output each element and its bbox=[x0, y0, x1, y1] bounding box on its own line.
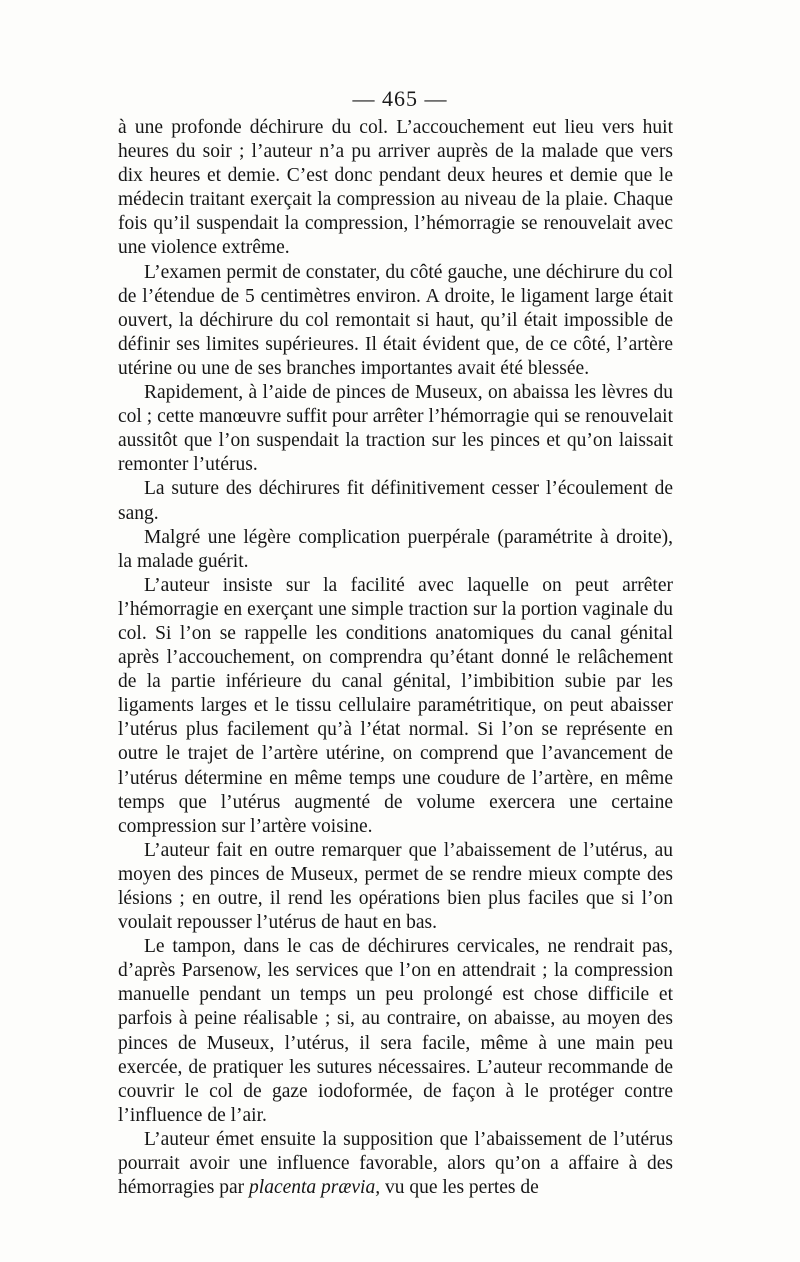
paragraph-7: L’auteur fait en outre remarquer que l’abaissement de l’utérus, au moyen des pinces de Museux, permet de se rendre mieux compte des lésions ; en outre, il rend les opérations bien plus faciles que si l’on voulait repousser l’utérus de haut en bas. bbox=[118, 839, 673, 934]
paragraph-2: L’examen permit de constater, du côté gauche, une déchirure du col de l’étendue de 5 centimètres environ. A droite, le ligament large était ouvert, la déchirure du col remontait si haut, qu’il était impossible de définir ses limites supérieures. Il était évident que, de ce côté, l’artère utérine ou une de ses branches importantes avait été blessée. bbox=[118, 261, 673, 379]
italic-term: placenta prævia, bbox=[249, 1177, 381, 1199]
paragraph-1: à une profonde déchirure du col. L’accouchement eut lieu vers huit heures du soir ; l’auteur n’a pu arriver auprès de la malade que vers dix heures et demie. C’est donc pendant deux heures et demie que le médecin traitant exerçait la compression au niveau de la plaie. Chaque fois qu’il suspendait la compression, l’hémorragie se renouvelait avec une violence extrême. bbox=[118, 117, 673, 259]
paragraph-3: Rapidement, à l’aide de pinces de Museux, on abaissa les lèvres du col ; cette manœuvre suffit pour arrêter l’hémorragie qui se renouvelait aussitôt que l’on suspendait la traction sur les pinces et qu’on laissait remonter l’utérus. bbox=[118, 382, 673, 476]
paragraph-9-start: L’auteur émet ensuite la supposition que l’abaissement de l’utérus pourrait avoir une influence favorable, alors qu’on a affaire à des hémorragies par bbox=[118, 1128, 673, 1199]
paragraph-8: Le tampon, dans le cas de déchirures cervicales, ne rendrait pas, d’après Parsenow, les services que l’on en attendrait ; la compression manuelle pendant un temps un peu prolongé est chose difficile et parfois à peine réalisable ; si, au contraire, on abaisse, au moyen des pinces de Museux, l’utérus, il sera facile, même à une main peu exercée, de pratiquer les sutures nécessaires. L’auteur recommande de couvrir le col de gaze iodoformée, de façon à le protéger contre l’influence de l’air. bbox=[118, 936, 673, 1126]
paragraph-9 bbox=[118, 1128, 673, 1200]
paragraph-9-end: vu que les pertes de bbox=[380, 1177, 539, 1199]
paragraph-4: La suture des déchirures fit définitivement cesser l’écoulement de sang. bbox=[118, 478, 673, 524]
body-text bbox=[118, 116, 673, 1200]
paragraph-6: L’auteur insiste sur la facilité avec laquelle on peut arrêter l’hémorragie en exerçant une simple traction sur la portion vaginale du col. Si l’on se rappelle les conditions anatomiques du canal génital après l’accouchement, on comprendra qu’étant donné le relâchement de la partie inférieure du canal génital, l’imbibition subie par les ligaments larges et le tissu cellulaire paramétritique, on peut abaisser l’utérus plus facilement qu’à l’état normal. Si l’on se représente en outre le trajet de l’artère utérine, on comprend que l’avancement de l’utérus détermine en même temps une coudure de l’artère, en même temps que l’utérus augmenté de volume exercera une certaine compression sur l’artère voisine. bbox=[118, 574, 673, 837]
page-number: — 465 — bbox=[352, 86, 448, 111]
paragraph-5: Malgré une légère complication puerpérale (paramétrite à droite), la malade guérit. bbox=[118, 526, 673, 572]
